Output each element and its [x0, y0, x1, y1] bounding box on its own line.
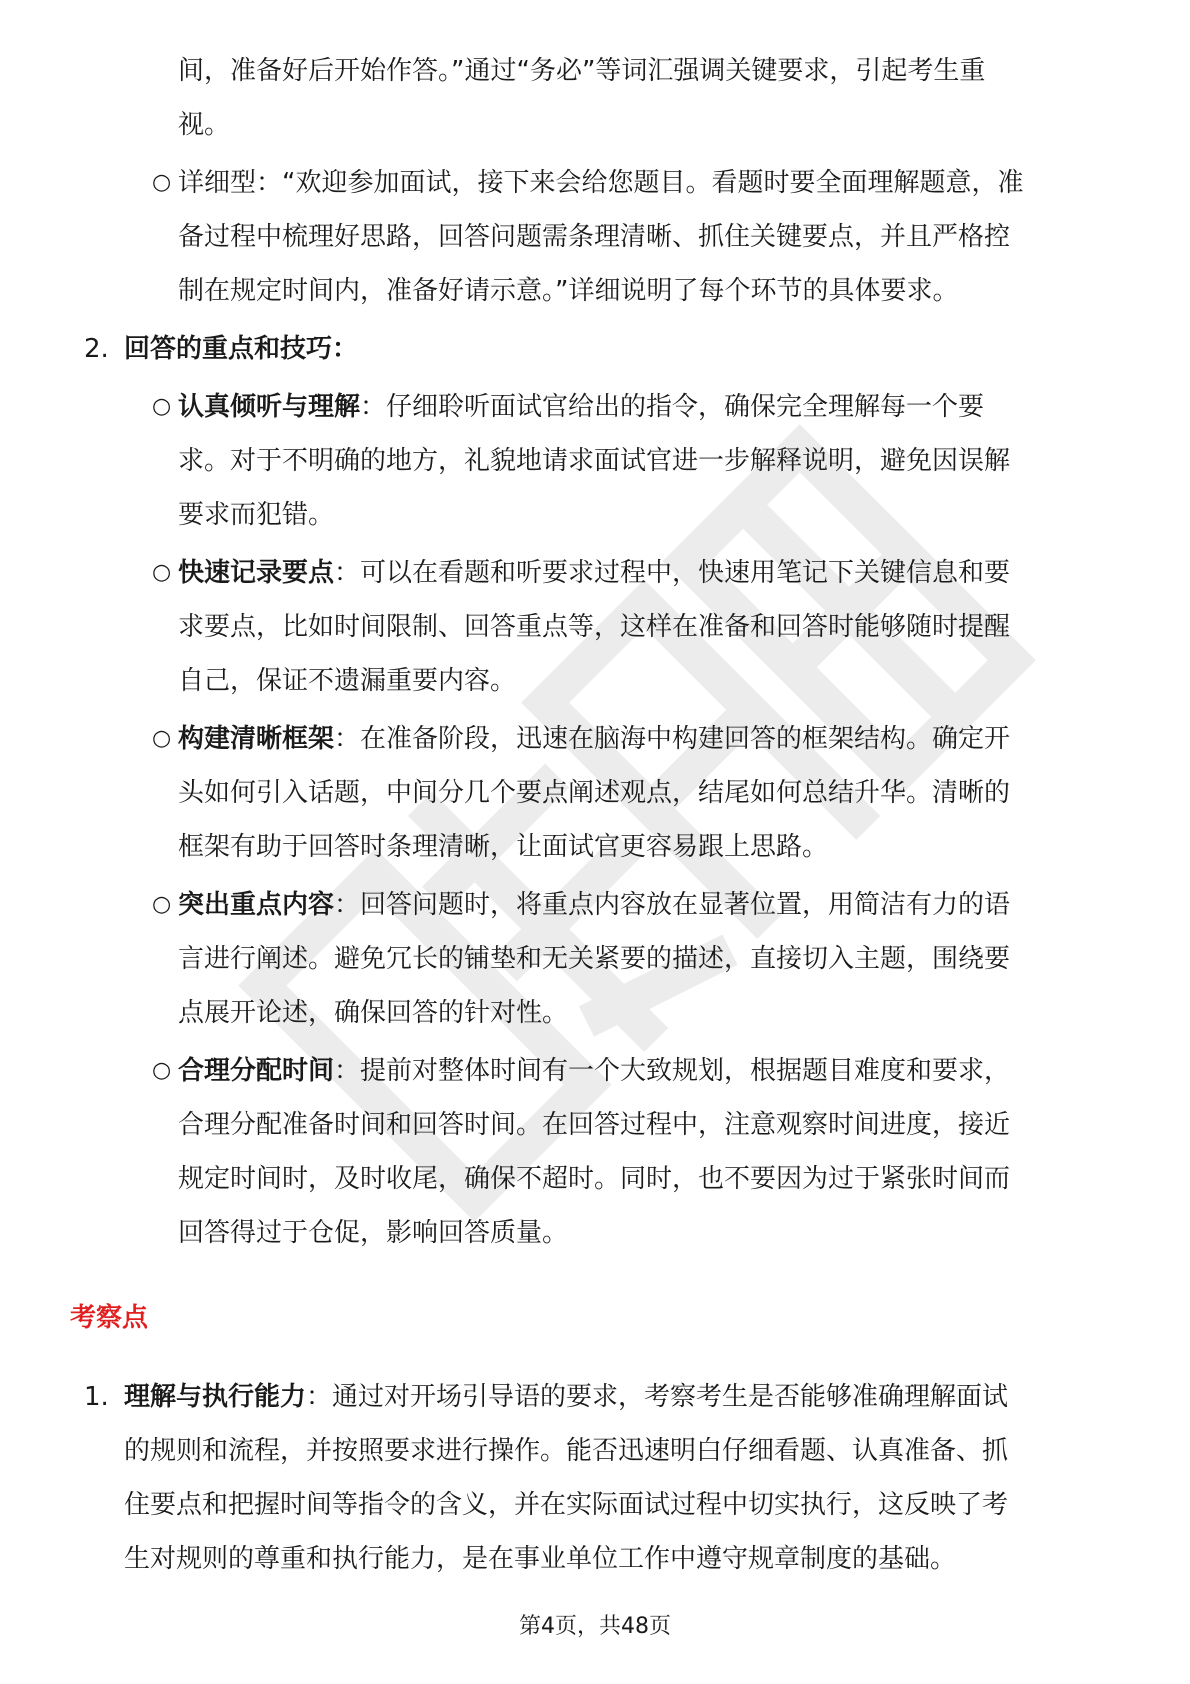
- text-line: 生对规则的尊重和执行能力，是在事业单位工作中遵守规章制度的基础。: [124, 1544, 957, 1574]
- tip-title: 构建清晰框架: [178, 724, 335, 754]
- text-line: 回答得过于仓促，影响回答质量。: [178, 1218, 569, 1248]
- text-line: 合理分配准备时间和回答时间。在回答过程中，注意观察时间进度，接近: [178, 1110, 1011, 1140]
- text-line: 详细型：“欢迎参加面试，接下来会给您题目。看题时要全面理解题意，准: [178, 168, 1024, 198]
- section-heading-kaochadian: 考察点: [70, 1303, 149, 1333]
- tip-text: ：回答问题时，将重点内容放在显著位置，用简洁有力的语: [334, 890, 1011, 920]
- circle-bullet-icon: ○: [152, 1058, 172, 1083]
- tip-highlight: [152, 878, 1128, 1040]
- list-number: 1.: [84, 1382, 109, 1412]
- tip-title: 快速记录要点: [178, 558, 335, 588]
- text-line: 言进行阐述。避免冗长的铺垫和无关紧要的描述，直接切入主题，围绕要: [178, 944, 1011, 974]
- text-line: 求。对于不明确的地方，礼貌地请求面试官进一步解释说明，避免因误解: [178, 446, 1011, 476]
- tip-text: ：可以在看题和听要求过程中，快速用笔记下关键信息和要: [334, 558, 1011, 588]
- tip-record: [152, 546, 1128, 708]
- tip-title: 合理分配时间: [178, 1056, 335, 1086]
- text-line: 备过程中梳理好思路，回答问题需条理清晰、抓住关键要点，并且严格控: [178, 222, 1011, 252]
- tip-title: 认真倾听与理解: [178, 392, 361, 422]
- text-line: 制在规定时间内，准备好请示意。”详细说明了每个环节的具体要求。: [178, 276, 959, 306]
- text-line: 头如何引入话题，中间分几个要点阐述观点，结尾如何总结升华。清晰的: [178, 778, 1011, 808]
- circle-bullet-icon: ○: [152, 394, 172, 419]
- tip-text: ：在准备阶段，迅速在脑海中构建回答的框架结构。确定开: [334, 724, 1011, 754]
- page-footer: 第4页，共48页: [519, 1614, 671, 1639]
- text-line: 视。: [178, 110, 231, 140]
- list-number: 2.: [84, 334, 109, 364]
- text-line: 点展开论述，确保回答的针对性。: [178, 998, 569, 1028]
- section-title: 回答的重点和技巧：: [124, 334, 359, 364]
- text-line: 自己，保证不遗漏重要内容。: [178, 666, 517, 696]
- detailed-type-bullet: [152, 156, 1128, 318]
- numbered-item-1: [84, 1370, 1124, 1586]
- tip-title: 突出重点内容: [178, 890, 335, 920]
- text-line: 的规则和流程，并按照要求进行操作。能否迅速明白仔细看题、认真准备、抓: [124, 1436, 1009, 1466]
- circle-bullet-icon: ○: [152, 170, 172, 195]
- tip-text: ：仔细聆听面试官给出的指令，确保完全理解每一个要: [360, 392, 985, 422]
- tip-text: ：提前对整体时间有一个大致规划，根据题目难度和要求，: [334, 1056, 1011, 1086]
- text-line: 求要点，比如时间限制、回答重点等，这样在准备和回答时能够随时提醒: [178, 612, 1011, 642]
- text-line: 框架有助于回答时条理清晰，让面试官更容易跟上思路。: [178, 832, 829, 862]
- circle-bullet-icon: ○: [152, 560, 172, 585]
- tip-framework: [152, 712, 1128, 874]
- tip-listen: [152, 380, 1128, 542]
- item-title: 理解与执行能力: [124, 1382, 307, 1412]
- text-line: 住要点和把握时间等指令的含义，并在实际面试过程中切实执行，这反映了考: [124, 1490, 1009, 1520]
- text-line: 要求而犯错。: [178, 500, 335, 530]
- text-line: 间，准备好后开始作答。”通过“务必”等词汇强调关键要求，引起考生重: [178, 56, 986, 86]
- text-line: 规定时间时，及时收尾，确保不超时。同时，也不要因为过于紧张时间而: [178, 1164, 1011, 1194]
- numbered-item-2: [84, 322, 1124, 376]
- item-text: ：通过对开场引导语的要求，考察考生是否能够准确理解面试: [306, 1382, 1009, 1412]
- tip-time: [152, 1044, 1128, 1260]
- circle-bullet-icon: ○: [152, 892, 172, 917]
- continued-bullet: [178, 44, 1128, 152]
- circle-bullet-icon: ○: [152, 726, 172, 751]
